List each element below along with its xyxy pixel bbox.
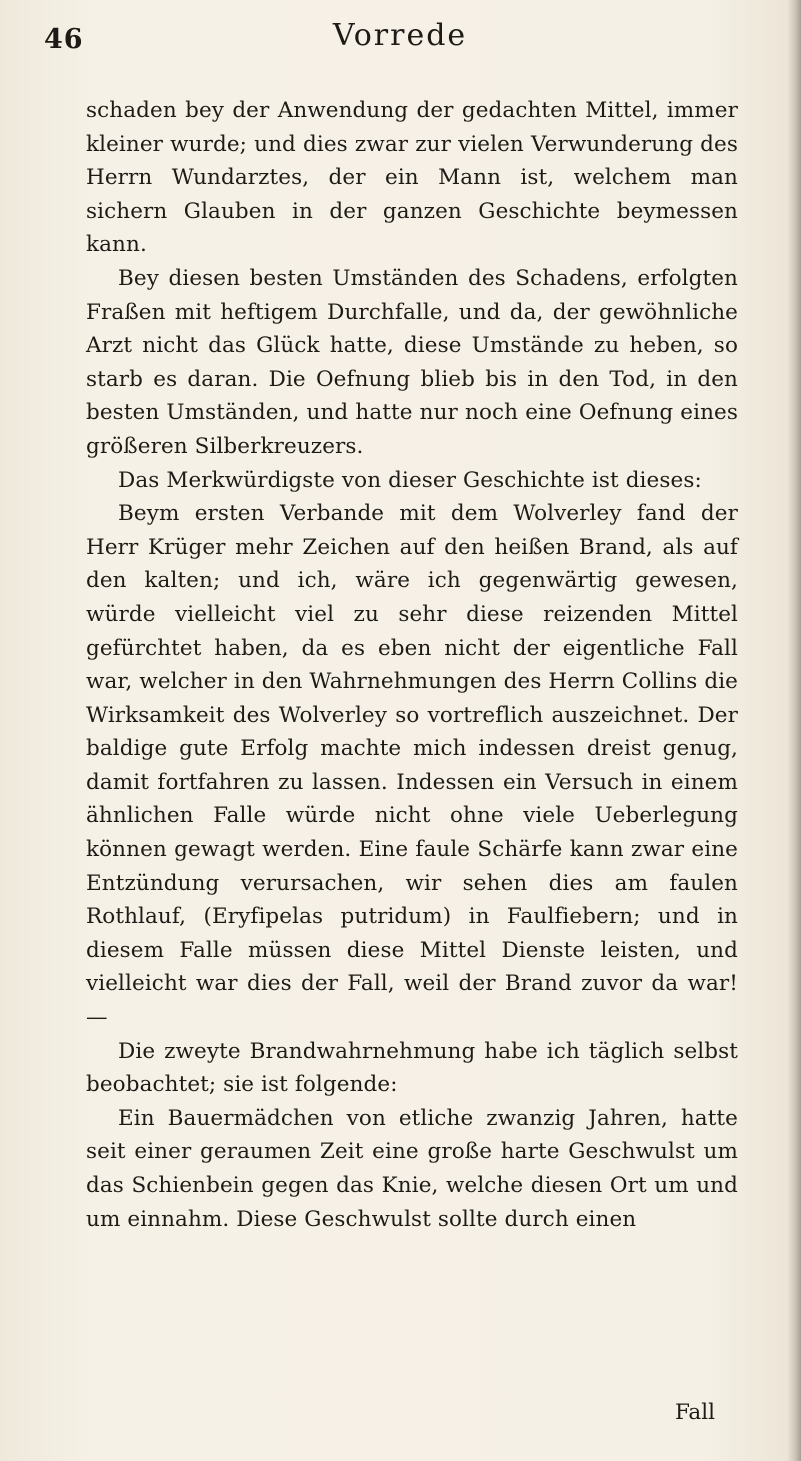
paragraph-4: Beym ersten Verbande mit dem Wolverley fand der Herr Krüger mehr Zeichen auf den heißen Brand, als auf den kalten; und ich, wäre ich gegenwärtig gewesen, würde vielleicht viel zu sehr diese reizenden Mittel gefürchtet haben, da es eben nicht der eigentliche Fall war, welcher in den Wahrnehmungen des Herrn Collins die Wirksamkeit des Wolverley so vortreflich auszeichnet. Der baldige gute Erfolg machte mich indessen dreist genug, damit fortfahren zu lassen. Indessen ein Versuch in einem ähnlichen Falle würde nicht ohne viele Ueberlegung können gewagt werden. Eine faule Schärfe kann zwar eine Entzündung verursachen, wir sehen dies am faulen Rothlauf, (Eryfipelas putridum) in Faulfiebern; und in diesem Falle müssen diese Mittel Dienste leisten, und vielleicht war dies der Fall, weil der Brand zuvor da war! — — [86, 501, 738, 1031]
page-spine-shadow — [787, 0, 801, 1461]
paragraph-3: Das Merkwürdigste von dieser Geschichte ist dieses: — [118, 467, 702, 493]
paragraph-5: Die zweyte Brandwahrnehmung habe ich täglich selbst beobachtet; sie ist folgende: — [86, 1038, 738, 1098]
running-head: Vorrede — [332, 18, 468, 53]
body-text — [86, 94, 738, 1236]
page-header — [0, 12, 801, 62]
page-number: 46 — [44, 24, 84, 55]
paragraph-2: Bey diesen besten Umständen des Schadens, erfolgten Fraßen mit heftigem Durchfalle, und da, der gewöhnliche Arzt nicht das Glück hatte, diese Umstände zu heben, so starb es daran. Die Oefnung blieb bis in den Tod, in den besten Umständen, und hatte nur noch eine Oefnung eines größeren Silberkreuzers. — [86, 265, 738, 459]
catchword: Fall — [674, 1400, 715, 1425]
paragraph-6: Ein Bauermädchen von etliche zwanzig Jahren, hatte seit einer geraumen Zeit eine große harte Geschwulst um das Schienbein gegen das Knie, welche diesen Ort um und um einnahm. Diese Geschwulst sollte durch einen — [86, 1105, 738, 1232]
paragraph-1: schaden bey der Anwendung der gedachten Mittel, immer kleiner wurde; und dies zwar zur vielen Verwunderung des Herrn Wundarztes, der ein Mann ist, welchem man sichern Glauben in der ganzen Geschichte beymessen kann. — [86, 98, 738, 258]
